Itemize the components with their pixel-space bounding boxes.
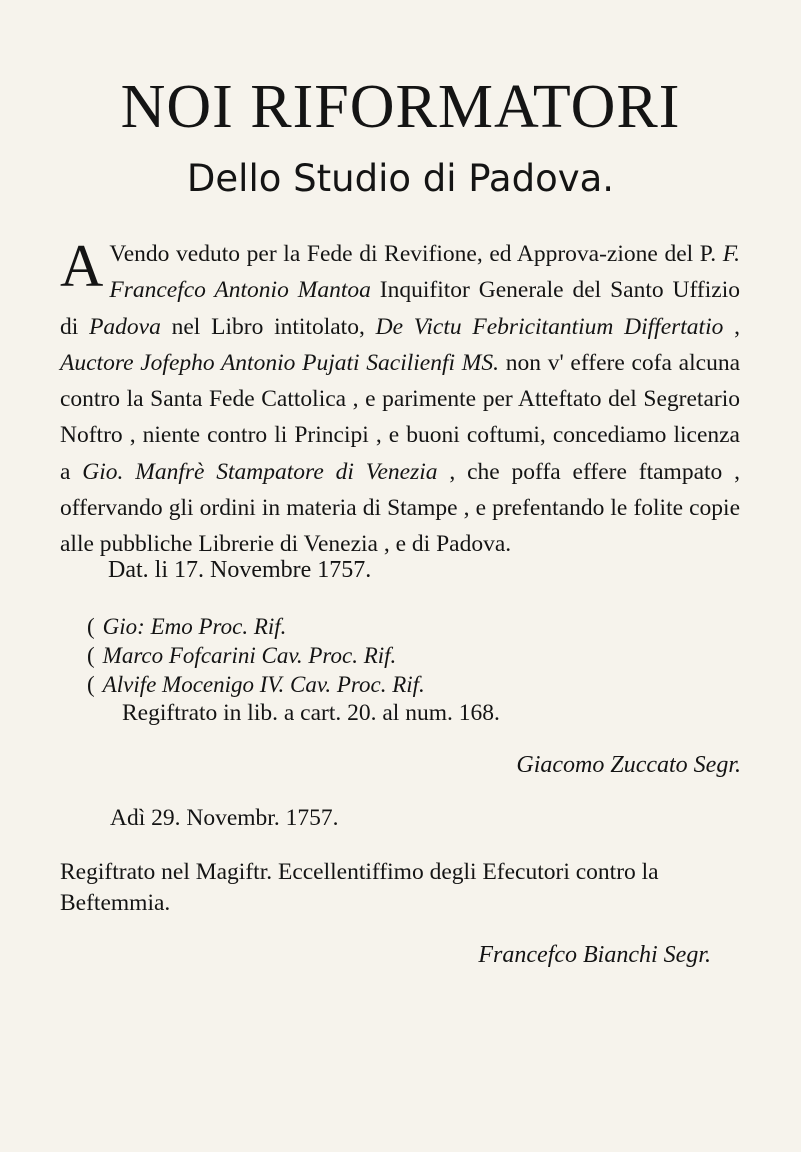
text-segment: non v' effere cofa alcuna contro la Santa Fede Cattolica , e parimente per Atteftato del Segretario Noftro , niente contro li Principi , e buoni coftumi, concediamo licenza a bbox=[60, 349, 740, 485]
book-author: Auctore Jofepho Antonio Pujati Sacilienfi MS. bbox=[60, 349, 499, 376]
signer-name: Gio: Emo Proc. Rif. bbox=[102, 614, 287, 639]
registration-note: Regiftrato in lib. a cart. 20. al num. 168. bbox=[122, 700, 500, 726]
signer-row: ( Marco Fofcarini Cav. Proc. Rif. bbox=[87, 643, 397, 668]
signer-row: ( Gio: Emo Proc. Rif. bbox=[87, 614, 287, 639]
inquisitor-name: F. Francefco Antonio Mantoa bbox=[109, 241, 740, 304]
text-segment: nel Libro intitolato, bbox=[160, 313, 376, 340]
city-name: Padova bbox=[89, 313, 161, 340]
text-segment: , che poffa effere ftampato , offervando gli ordini in materia di Stampe , e prefentando le folite copie alle pubbliche Librerie di Venezia , e di Padova. bbox=[60, 458, 740, 558]
secretary-signature-2: Francefco Bianchi Segr. bbox=[478, 942, 711, 968]
registration-note-2: Regiftrato nel Magiftr. Eccellentiffimo degli Efecutori contro la Beftemmia. bbox=[60, 859, 659, 916]
book-title: De Victu Febricitantium Differtatio bbox=[375, 313, 724, 340]
license-paragraph bbox=[60, 233, 741, 563]
text-segment: Vendo veduto per la Fede di Revifione, ed Approva-zione del P. bbox=[109, 241, 723, 267]
signer-name: Marco Fofcarini Cav. Proc. Rif. bbox=[102, 643, 397, 668]
page-title: NOI RIFORMATORI bbox=[120, 73, 681, 141]
drop-cap: A bbox=[60, 233, 104, 299]
signer-name: Alvife Mocenigo IV. Cav. Proc. Rif. bbox=[102, 672, 425, 697]
text-segment: Inquifitor Generale del Santo Uffizio di bbox=[60, 277, 740, 340]
signer-row: ( Alvife Mocenigo IV. Cav. Proc. Rif. bbox=[87, 672, 425, 697]
signers-list bbox=[87, 612, 425, 699]
text-segment: , bbox=[723, 313, 741, 340]
secretary-signature: Giacomo Zuccato Segr. bbox=[516, 752, 741, 778]
printer-name: Gio. Manfrè Stampatore di Venezia bbox=[82, 458, 438, 485]
issue-date: Dat. li 17. Novembre 1757. bbox=[108, 557, 372, 583]
second-date: Adì 29. Novembr. 1757. bbox=[110, 805, 339, 831]
page-subtitle: Dello Studio di Padova. bbox=[186, 157, 615, 200]
